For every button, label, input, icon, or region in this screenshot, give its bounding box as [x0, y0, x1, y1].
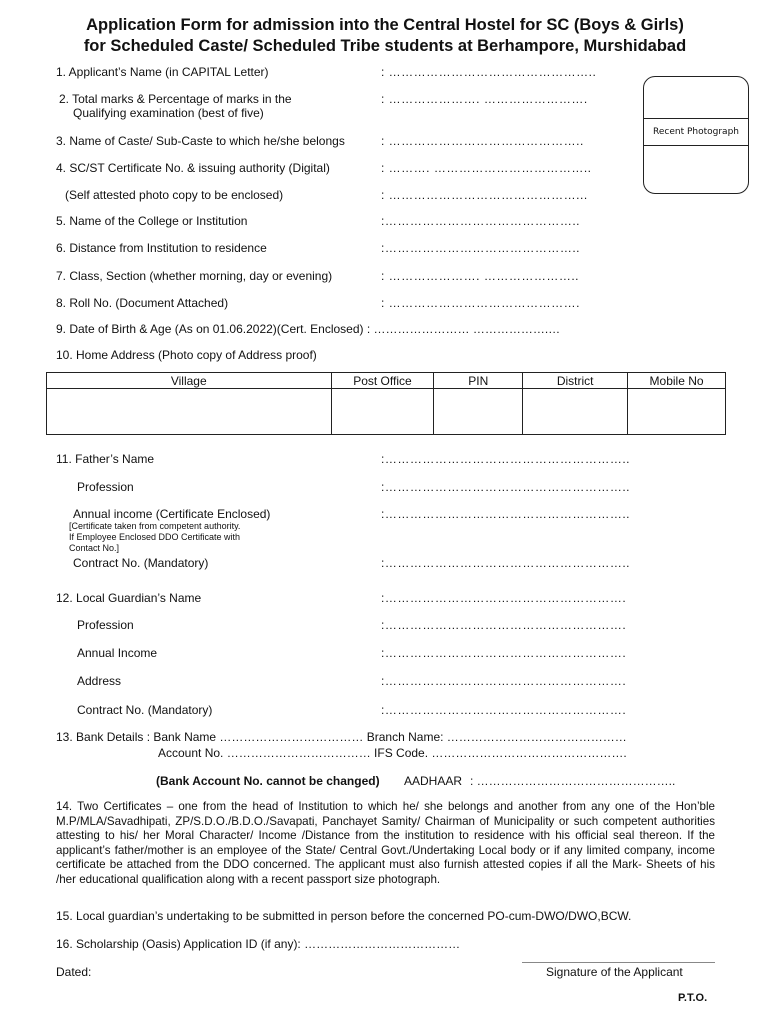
- income-note-2: If Employee Enclosed DDO Certificate with: [69, 532, 241, 542]
- bank-details-line1[interactable]: 13. Bank Details : Bank Name ……………………………… Branch Name: ………………………………………: [56, 730, 627, 744]
- income-note-1: [Certificate taken from competent authority.: [69, 521, 241, 531]
- mobile-cell[interactable]: [628, 389, 726, 435]
- roll-no-label: 8. Roll No. (Document Attached): [56, 296, 229, 310]
- col-village: Village: [47, 373, 332, 389]
- village-cell[interactable]: [47, 389, 332, 435]
- total-marks-label: 2. Total marks & Percentage of marks in the: [59, 92, 292, 106]
- pin-cell[interactable]: [434, 389, 523, 435]
- bank-account-note: (Bank Account No. cannot be changed): [156, 774, 380, 788]
- post-office-cell[interactable]: [331, 389, 434, 435]
- guardian-profession-field[interactable]: :………………………………………………….: [381, 618, 627, 632]
- certificate-label: 4. SC/ST Certificate No. & issuing authority (Digital): [56, 161, 330, 175]
- total-marks-field[interactable]: : …………………. …………………….: [381, 92, 588, 106]
- district-cell[interactable]: [523, 389, 628, 435]
- guardian-contact-field[interactable]: :………………………………………………….: [381, 703, 627, 717]
- father-name-label: 11. Father’s Name: [56, 452, 155, 466]
- certificate-field[interactable]: : ………. ………………………………..: [381, 161, 592, 175]
- guardian-undertaking-note: 15. Local guardian’s undertaking to be submitted in person before the concerned PO-cum-DWO/DWO,BCW.: [56, 909, 632, 923]
- dated-label: Dated:: [56, 965, 92, 979]
- form-title-line1: Application Form for admission into the Central Hostel for SC (Boys & Girls): [86, 16, 684, 34]
- father-income-field[interactable]: :…………………………………………………..: [381, 507, 631, 521]
- address-table: [46, 372, 726, 435]
- class-section-field[interactable]: : …………………. …………………..: [381, 269, 580, 283]
- father-contact-field[interactable]: :…………………………………………………..: [381, 556, 631, 570]
- guardian-address-label: Address: [77, 674, 122, 688]
- applicant-name-field[interactable]: : …………………………………………..: [381, 65, 597, 79]
- father-contact-label: Contract No. (Mandatory): [73, 556, 209, 570]
- father-profession-label: Profession: [77, 480, 134, 494]
- form-title-line2: for Scheduled Caste/ Scheduled Tribe students at Berhampore, Murshidabad: [83, 37, 687, 55]
- guardian-name-field[interactable]: :………………………………………………….: [381, 591, 627, 605]
- distance-label: 6. Distance from Institution to residence: [56, 241, 267, 255]
- applicant-name-label: 1. Applicant’s Name (in CAPITAL Letter): [56, 65, 269, 79]
- col-pin: PIN: [434, 373, 523, 389]
- certificates-instruction: 14. Two Certificates – one from the head of Institution to which he/ she belongs and another from any one of the Hon’ble M.P/MLA/Savadhipati, ZP/S.D.O./B.D.O./Savapati, Panchayet Samity/ Chairman of Municipality or such competent authorities attesting to his/ her Moral Character/ Income /Distance from the institution to residence with his official seal thereon. If the applicant’s father/mother is an employee of the State/ Central Govt./Undertaking Local body or if any limited company, income certificate be attached from the DDO concerned. The applicant must also furnish attested copies if all the Mark- Sheets of his /her educational qualification along with a recent passport size photograph.: [56, 800, 715, 886]
- pto-label: P.T.O.: [678, 992, 708, 1004]
- guardian-profession-label: Profession: [77, 618, 134, 632]
- income-note-3: Contact No.]: [69, 543, 120, 553]
- signature-line: [522, 962, 715, 963]
- col-district: District: [523, 373, 628, 389]
- aadhaar-field[interactable]: : …………………………………………..: [470, 774, 676, 788]
- class-section-label: 7. Class, Section (whether morning, day or evening): [56, 269, 333, 283]
- college-label: 5. Name of the College or Institution: [56, 214, 248, 228]
- guardian-name-label: 12. Local Guardian’s Name: [56, 591, 202, 605]
- guardian-contact-label: Contract No. (Mandatory): [77, 703, 213, 717]
- guardian-address-field[interactable]: :………………………………………………….: [381, 674, 627, 688]
- father-name-field[interactable]: :…………………………………………………..: [381, 452, 631, 466]
- bank-details-line2[interactable]: Account No. ……………………………… IFS Code. ………………………………………….: [158, 746, 627, 760]
- dob-age-line[interactable]: 9. Date of Birth & Age (As on 01.06.2022)(Cert. Enclosed) : …………………… ……………….…: [56, 322, 561, 336]
- col-post-office: Post Office: [331, 373, 434, 389]
- home-address-label: 10. Home Address (Photo copy of Address proof): [56, 348, 317, 362]
- total-marks-label-2: Qualifying examination (best of five): [73, 106, 264, 120]
- guardian-income-field[interactable]: :………………………………………………….: [381, 646, 627, 660]
- roll-no-field[interactable]: : ……………………………………….: [381, 296, 581, 310]
- self-attested-label: (Self attested photo copy to be enclosed): [65, 188, 284, 202]
- photo-label: Recent Photograph: [643, 118, 749, 146]
- caste-label: 3. Name of Caste/ Sub-Caste to which he/she belongs: [56, 134, 345, 148]
- guardian-income-label: Annual Income: [77, 646, 158, 660]
- distance-field[interactable]: :………………………………………..: [381, 241, 581, 255]
- signature-label: Signature of the Applicant: [546, 965, 683, 979]
- scholarship-id-line[interactable]: 16. Scholarship (Oasis) Application ID (if any): …………………………………: [56, 937, 461, 951]
- caste-field[interactable]: : ………………………………………..: [381, 134, 584, 148]
- aadhaar-label: AADHAAR: [404, 774, 463, 788]
- father-income-label: Annual income (Certificate Enclosed): [73, 507, 271, 521]
- father-profession-field[interactable]: :…………………………………………………..: [381, 480, 631, 494]
- self-attested-field[interactable]: : ………………………………………...: [381, 188, 588, 202]
- college-field[interactable]: :………………………………………..: [381, 214, 581, 228]
- col-mobile: Mobile No: [628, 373, 726, 389]
